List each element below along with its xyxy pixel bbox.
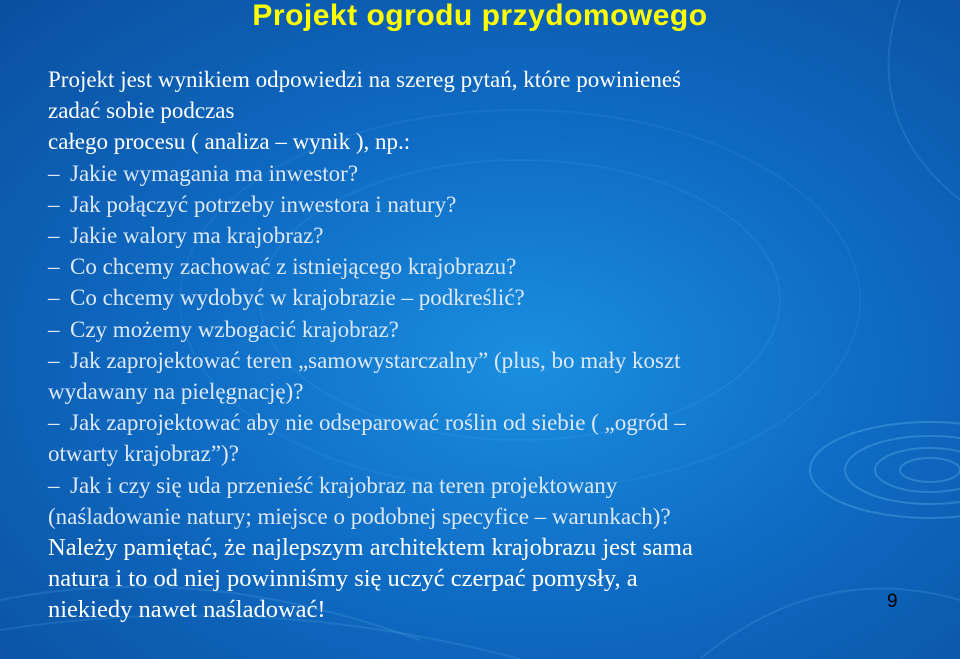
question-item: – Co chcemy zachować z istniejącego krajobrazu?: [48, 251, 898, 282]
dash-bullet-icon: –: [48, 160, 60, 186]
slide-body: [48, 64, 898, 625]
dash-bullet-icon: –: [48, 472, 60, 498]
question-continuation: otwarty krajobraz”)?: [48, 441, 239, 467]
dash-bullet-icon: –: [48, 410, 60, 436]
question-item: – Czy możemy wzbogacić krajobraz?: [48, 314, 898, 345]
dash-bullet-icon: –: [48, 191, 60, 217]
question-item: – Co chcemy wydobyć w krajobrazie – podkreślić?: [48, 282, 898, 313]
dash-bullet-icon: –: [48, 254, 60, 280]
page-number: 9: [887, 591, 898, 612]
question-item: – Jakie walory ma krajobraz?: [48, 220, 898, 251]
question-continuation: (naśladowanie natury; miejsce o podobnej specyfice – warunkach)?: [48, 503, 671, 529]
question-item: – Jak połączyć potrzeby inwestora i natury?: [48, 189, 898, 220]
dash-bullet-icon: –: [48, 347, 60, 373]
question-item: – Jak i czy się uda przenieść krajobraz na teren projektowany: [48, 470, 898, 501]
question-item: – Jak zaprojektować aby nie odseparować roślin od siebie ( „ogród –: [48, 407, 898, 438]
intro-line: Projekt jest wynikiem odpowiedzi na szereg pytań, które powinieneś: [48, 67, 681, 92]
closing-line: natura i to od niej powinniśmy się uczyć czerpać pomysły, a: [48, 565, 638, 593]
closing-line: Należy pamiętać, że najlepszym architektem krajobrazu jest sama: [48, 534, 693, 562]
intro-line: zadać sobie podczas: [48, 98, 235, 124]
question-item: – Jak zaprojektować teren „samowystarczalny” (plus, bo mały koszt: [48, 345, 898, 376]
dash-bullet-icon: –: [48, 285, 60, 311]
dash-bullet-icon: –: [48, 223, 60, 249]
slide-title: Projekt ogrodu przydomowego: [252, 0, 708, 32]
closing-line: niekiedy nawet naśladować!: [48, 596, 326, 624]
intro-line: całego procesu ( analiza – wynik ), np.:: [48, 129, 411, 155]
dash-bullet-icon: –: [48, 316, 60, 342]
question-item: – Jakie wymagania ma inwestor?: [48, 158, 898, 189]
question-continuation: wydawany na pielęgnację)?: [48, 379, 304, 405]
